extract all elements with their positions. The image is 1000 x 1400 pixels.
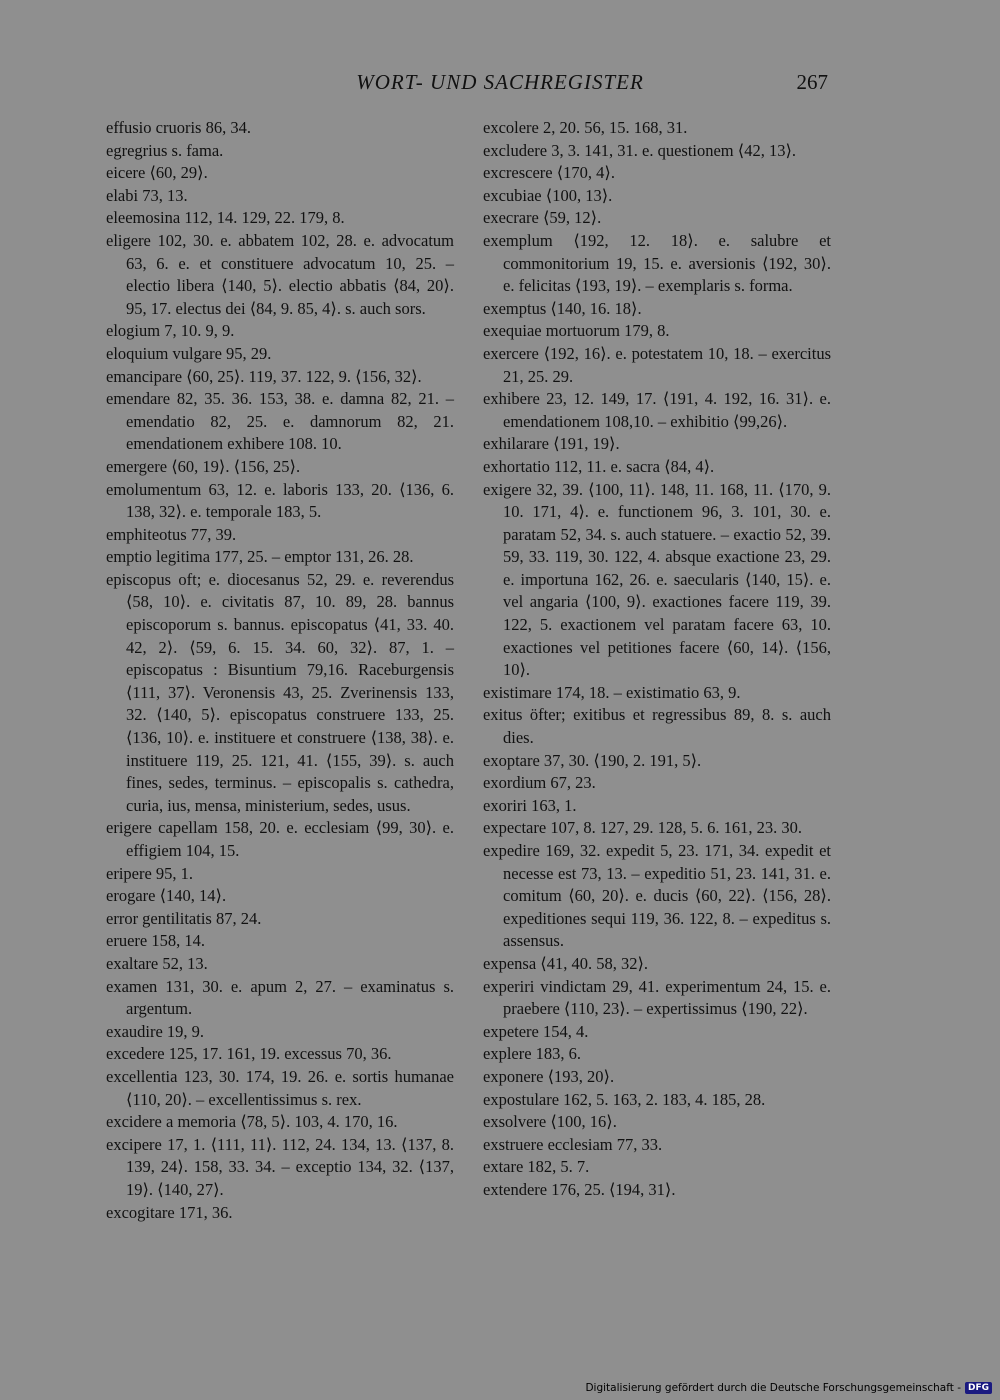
- index-entry: emancipare ⟨60, 25⟩. 119, 37. 122, 9. ⟨156, 32⟩.: [106, 366, 422, 386]
- index-entry: eripere 95, 1.: [106, 863, 194, 883]
- index-entry: exequiae mortuorum 179, 8.: [483, 321, 670, 341]
- index-entry: excrescere ⟨170, 4⟩.: [483, 163, 615, 183]
- index-entry: experiri vindictam 29, 41. experimentum 24, 15. e. praebere ⟨110, 23⟩. – expertissimus ⟨190, 22⟩.: [483, 976, 831, 1019]
- index-entry: emendare 82, 35. 36. 153, 38. e. damna 82, 21. – emendatio 82, 25. e. damnorum 82, 21. emendationem exhibere 108. 10.: [106, 389, 454, 454]
- index-entry: exhibere 23, 12. 149, 17. ⟨191, 4. 192, 16. 31⟩. e. emendationem 108,10. – exhibitio ⟨99,26⟩.: [483, 389, 831, 431]
- running-header-title: WORT- UND SACHREGISTER: [356, 70, 644, 94]
- index-entry: eligere 102, 30. e. abbatem 102, 28. e. advocatum 63, 6. e. et constituere advocatum 10, 25. – electio libera ⟨140, 5⟩. electio abbatis ⟨84, 20⟩. 95, 17. electus dei ⟨84, 9. 85, 4⟩. s. auch sors.: [106, 230, 454, 318]
- index-entry: elogium 7, 10. 9, 9.: [106, 321, 235, 341]
- index-entry: excogitare 171, 36.: [106, 1202, 233, 1222]
- index-column-left: [106, 117, 454, 1224]
- index-entry: emphiteotus 77, 39.: [106, 524, 237, 544]
- index-entry: excipere 17, 1. ⟨111, 11⟩. 112, 24. 134, 13. ⟨137, 8. 139, 24⟩. 158, 33. 34. – exceptio 134, 32. ⟨137, 19⟩. ⟨140, 27⟩.: [106, 1134, 454, 1199]
- index-column-right: [483, 117, 831, 1202]
- index-entry: examen 131, 30. e. apum 2, 27. – examinatus s. argentum.: [106, 976, 454, 1019]
- index-entry: emergere ⟨60, 19⟩. ⟨156, 25⟩.: [106, 456, 301, 476]
- index-entry: expensa ⟨41, 40. 58, 32⟩.: [483, 953, 649, 973]
- index-entry: exhortatio 112, 11. e. sacra ⟨84, 4⟩.: [483, 456, 715, 476]
- index-entry: explere 183, 6.: [483, 1044, 582, 1064]
- index-entry: expectare 107, 8. 127, 29. 128, 5. 6. 161, 23. 30.: [483, 818, 802, 838]
- index-entry: exercere ⟨192, 16⟩. e. potestatem 10, 18. – exercitus 21, 25. 29.: [483, 343, 831, 386]
- index-entry: exordium 67, 23.: [483, 773, 596, 793]
- index-entry: exponere ⟨193, 20⟩.: [483, 1066, 615, 1086]
- index-entry: eleemosina 112, 14. 129, 22. 179, 8.: [106, 208, 345, 228]
- index-entry: episcopus oft; e. diocesanus 52, 29. e. reverendus ⟨58, 10⟩. e. civitatis 87, 10. 89, 28. bannus episcoporum s. bannus. episcopatus ⟨41, 33. 40. 42, 2⟩. ⟨59, 6. 15. 34. 60, 32⟩. 87, 1. – episcopatus : Bisuntium 79,16. Raceburgensis ⟨111, 37⟩. Veronensis 43, 25. Zverinensis 133, 32. ⟨140, 5⟩. episcopatus construere 133, 25. ⟨136, 10⟩. e. instituere et construere ⟨138, 38⟩. e. instituere 119, 25. 121, 41. ⟨155, 39⟩. s. auch fines, sedes, terminus. – episcopalis s. cathedra, curia, ius, mensa, ministerium, sedes, usus.: [106, 569, 454, 815]
- index-entry: egregrius s. fama.: [106, 140, 224, 160]
- index-entry: exemptus ⟨140, 16. 18⟩.: [483, 298, 642, 318]
- index-entry: excidere a memoria ⟨78, 5⟩. 103, 4. 170, 16.: [106, 1112, 398, 1132]
- index-entry: emptio legitima 177, 25. – emptor 131, 26. 28.: [106, 547, 414, 567]
- index-entry: existimare 174, 18. – existimatio 63, 9.: [483, 682, 741, 702]
- index-entry: exsolvere ⟨100, 16⟩.: [483, 1112, 617, 1132]
- index-entry: erigere capellam 158, 20. e. ecclesiam ⟨99, 30⟩. e. effigiem 104, 15.: [106, 818, 454, 860]
- index-entry: execrare ⟨59, 12⟩.: [483, 208, 602, 228]
- index-entry: eruere 158, 14.: [106, 931, 205, 951]
- index-entry: exoptare 37, 30. ⟨190, 2. 191, 5⟩.: [483, 750, 702, 770]
- index-entry: expetere 154, 4.: [483, 1021, 589, 1041]
- page-number: 267: [796, 70, 828, 94]
- footer-text: Digitalisierung gefördert durch die Deutsche Forschungsgemeinschaft -: [585, 1382, 961, 1394]
- index-entry: extendere 176, 25. ⟨194, 31⟩.: [483, 1179, 676, 1199]
- index-entry: effusio cruoris 86, 34.: [106, 118, 251, 137]
- index-entry: extare 182, 5. 7.: [483, 1157, 590, 1177]
- index-entry: excubiae ⟨100, 13⟩.: [483, 185, 613, 205]
- index-entry: error gentilitatis 87, 24.: [106, 908, 262, 928]
- index-entry: exhilarare ⟨191, 19⟩.: [483, 434, 620, 454]
- index-entry: elabi 73, 13.: [106, 185, 188, 205]
- index-entry: exigere 32, 39. ⟨100, 11⟩. 148, 11. 168, 11. ⟨170, 9. 10. 171, 4⟩. e. functionem 96, 3. 101, 30. e. paratam 52, 34. s. auch statuere. – exactio 52, 39. 59, 33. 119, 30. 122, 4. absque exactione 23, 29. e. importuna 162, 26. e. saecularis ⟨140, 15⟩. e. vel angaria ⟨100, 9⟩. exactiones facere 119, 39. 122, 5. exactionem vel paratam facere 63, 10. exactiones vel petitiones facere ⟨60, 14⟩. ⟨156, 10⟩.: [483, 479, 831, 680]
- index-entry: exstruere ecclesiam 77, 33.: [483, 1134, 663, 1154]
- index-entry: exoriri 163, 1.: [483, 795, 577, 815]
- index-entry: eicere ⟨60, 29⟩.: [106, 163, 208, 183]
- index-entry: expostulare 162, 5. 163, 2. 183, 4. 185, 28.: [483, 1089, 766, 1109]
- index-entry: eloquium vulgare 95, 29.: [106, 343, 272, 363]
- index-entry: excolere 2, 20. 56, 15. 168, 31.: [483, 118, 688, 137]
- dfg-logo: DFG: [965, 1382, 992, 1394]
- index-entry: exemplum ⟨192, 12. 18⟩. e. salubre et commonitorium 19, 15. e. aversionis ⟨192, 30⟩. e. felicitas ⟨193, 19⟩. – exemplaris s. forma.: [483, 230, 831, 296]
- index-entry: excludere 3, 3. 141, 31. e. questionem ⟨42, 13⟩.: [483, 140, 797, 160]
- index-entry: excedere 125, 17. 161, 19. excessus 70, 36.: [106, 1044, 392, 1064]
- funding-footer: [585, 1382, 992, 1394]
- index-entry: exitus öfter; exitibus et regressibus 89, 8. s. auch dies.: [483, 705, 831, 748]
- index-entry: exaltare 52, 13.: [106, 953, 208, 973]
- index-entry: expedire 169, 32. expedit 5, 23. 171, 34. expedit et necesse est 73, 13. – expeditio 51, 23. 141, 31. e. comitum ⟨60, 20⟩. e. ducis ⟨60, 22⟩. ⟨156, 28⟩. expeditiones sequi 119, 36. 122, 8. – expeditus s. assensus.: [483, 841, 831, 951]
- index-entry: erogare ⟨140, 14⟩.: [106, 886, 227, 906]
- index-entry: excellentia 123, 30. 174, 19. 26. e. sortis humanae ⟨110, 20⟩. – excellentissimus s. rex.: [106, 1066, 454, 1109]
- index-entry: emolumentum 63, 12. e. laboris 133, 20. ⟨136, 6. 138, 32⟩. e. temporale 183, 5.: [106, 479, 454, 522]
- index-entry: exaudire 19, 9.: [106, 1021, 205, 1041]
